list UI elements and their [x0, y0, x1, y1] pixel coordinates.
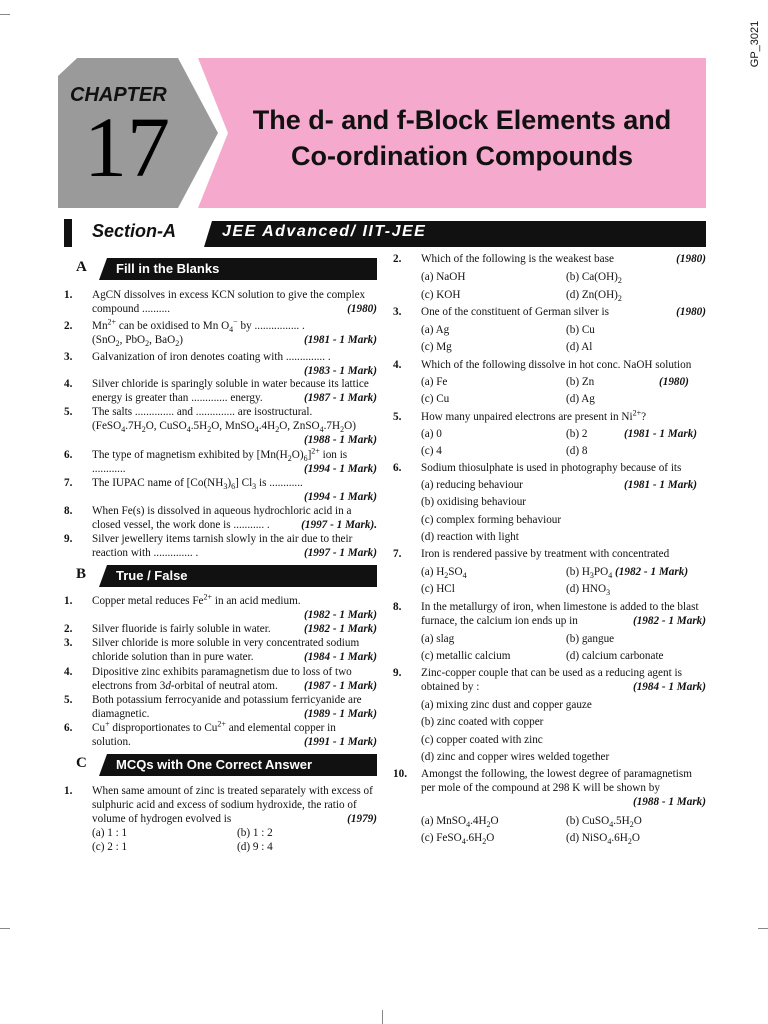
option[interactable]: (c) complex forming behaviour — [421, 514, 562, 526]
option[interactable]: (a) Ag — [421, 324, 450, 336]
option[interactable]: (d) 8 — [566, 445, 588, 457]
option[interactable]: (b) $CuSO_4.5H_2O$ — [566, 815, 642, 830]
section-name: Section-A — [92, 221, 177, 241]
option[interactable]: (c) 2 : 1 — [92, 841, 128, 853]
section-header — [64, 219, 706, 247]
option[interactable]: (b) gangue — [566, 633, 615, 645]
part-a-header: A Fill in the Blanks — [64, 258, 377, 280]
document-code: GP_3021 — [749, 20, 761, 68]
option[interactable]: (b) Cu — [566, 324, 595, 336]
option[interactable]: (b) oxidising behaviour — [421, 496, 527, 508]
option[interactable]: (d) $HNO_3$ — [566, 583, 611, 598]
option[interactable]: (a) Fe — [421, 376, 448, 388]
option[interactable]: (c) Mg — [421, 341, 452, 353]
option[interactable]: (a) 1 : 1 — [92, 827, 128, 839]
crop-mark — [758, 928, 768, 929]
option[interactable]: (d) zinc and copper wires welded together — [421, 751, 610, 763]
option[interactable]: (b) 1 : 2 — [237, 827, 273, 839]
option[interactable]: (c) HCl — [421, 583, 455, 595]
question-cite: (1981 - 1 Mark) — [624, 479, 698, 491]
option[interactable]: (a) 0 — [421, 428, 442, 440]
chapter-header — [58, 58, 706, 208]
option[interactable]: (d) reaction with light — [421, 531, 519, 543]
option[interactable]: (a) reducing behaviour — [421, 479, 523, 491]
option[interactable]: (a) mixing zinc dust and copper gauze — [421, 699, 592, 711]
option[interactable]: (c) metallic calcium — [421, 650, 511, 662]
crop-mark — [0, 928, 10, 929]
option[interactable]: (d) 9 : 4 — [237, 841, 273, 853]
option[interactable]: (d) calcium carbonate — [566, 650, 664, 662]
option[interactable]: (b) $H_3PO_4$ (1982 - 1 Mark) — [566, 566, 689, 581]
part-c-header: C MCQs with One Correct Answer — [64, 754, 377, 776]
part-b-header: B True / False — [64, 565, 377, 587]
option[interactable]: (d) $NiSO_4.6H_2O$ — [566, 832, 640, 847]
option[interactable]: (c) KOH — [421, 289, 461, 301]
option[interactable]: (a) NaOH — [421, 271, 466, 283]
option[interactable]: (b) Zn — [566, 376, 595, 388]
crop-mark — [382, 1010, 383, 1024]
option[interactable]: (c) $FeSO_4.6H_2O$ — [421, 832, 495, 847]
option[interactable]: (b) 2 — [566, 428, 588, 440]
question-cite: (1981 - 1 Mark) — [624, 428, 698, 440]
option[interactable]: (d) Al — [566, 341, 593, 353]
crop-mark — [0, 14, 10, 15]
option[interactable]: (c) 4 — [421, 445, 442, 457]
option[interactable]: (a) $MnSO_4.4H_2O$ — [421, 815, 499, 830]
option[interactable]: (d) Ag — [566, 393, 595, 405]
option[interactable]: (c) copper coated with zinc — [421, 734, 543, 746]
chapter-title: The d- and f-Block Elements and Co-ordination Compounds — [252, 105, 672, 171]
chapter-number: 17 — [84, 99, 170, 195]
option[interactable]: (a) slag — [421, 633, 455, 645]
option[interactable]: (c) Cu — [421, 393, 450, 405]
option[interactable]: (a) $H_2SO_4$ — [421, 566, 467, 581]
option[interactable]: (b) $Ca(OH)_2$ — [566, 271, 622, 286]
option[interactable]: (d) $Zn(OH)_2$ — [566, 289, 622, 304]
chapter-label: CHAPTER — [70, 84, 167, 106]
section-exam: JEE Advanced/ IIT-JEE — [222, 223, 427, 240]
question-cite: (1980) — [659, 376, 689, 388]
option[interactable]: (b) zinc coated with copper — [421, 716, 544, 728]
